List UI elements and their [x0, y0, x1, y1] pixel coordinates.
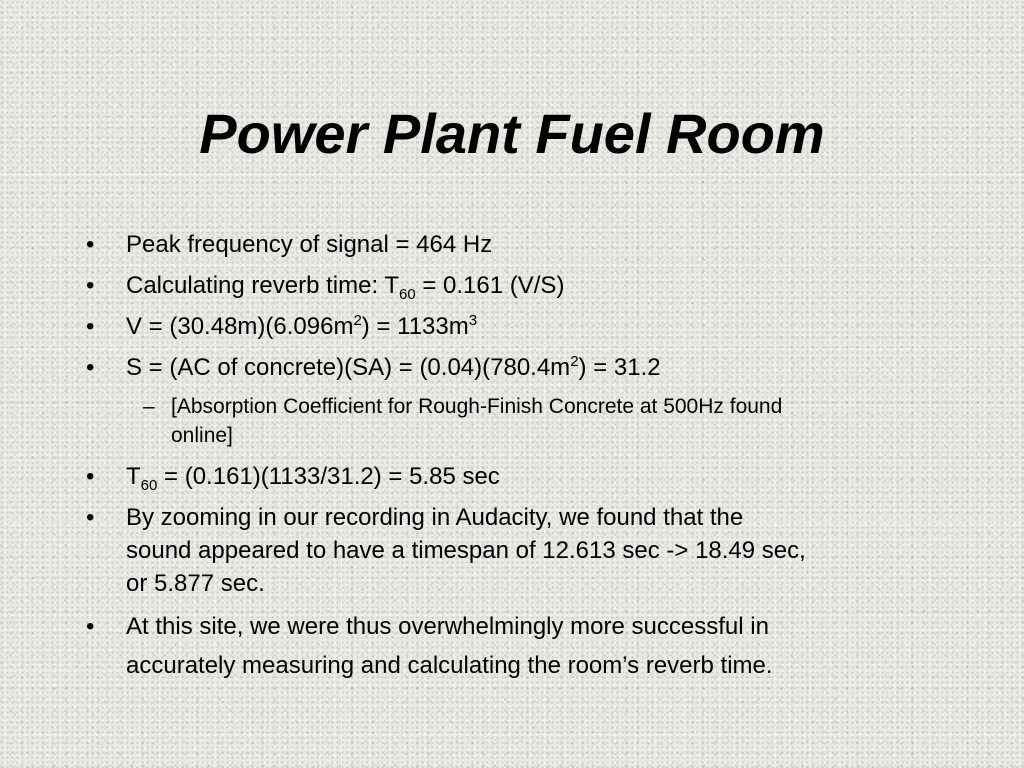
bullet-marker: • — [86, 272, 95, 299]
sub-bullet-marker: – — [143, 395, 155, 418]
bullet-marker: • — [86, 231, 95, 258]
bullet-marker: • — [86, 313, 95, 340]
superscript: 2 — [570, 353, 579, 370]
sub-bullet-text: online] — [171, 424, 233, 447]
bullet-audacity-line-2 — [126, 534, 806, 568]
bullet-peak-frequency — [126, 228, 492, 262]
bullet-surface-absorption — [126, 351, 661, 388]
bullet-reverb-formula — [126, 269, 564, 306]
bullet-t60-result — [126, 460, 500, 497]
sub-bullet-absorption-note-cont — [171, 421, 233, 451]
bullet-audacity-line-1 — [126, 501, 743, 535]
bullet-text: Peak frequency of signal = 464 Hz — [126, 231, 493, 258]
bullet-audacity-line-3 — [126, 567, 265, 601]
bullet-text: = 0.161 (V/S) — [415, 272, 565, 299]
bullet-conclusion-line-1 — [126, 610, 769, 644]
bullet-marker: • — [86, 504, 95, 531]
bullet-marker: • — [86, 354, 95, 381]
superscript: 3 — [468, 312, 478, 329]
bullet-text: = (0.161)(1133/31.2) = 5.85 sec — [157, 463, 500, 490]
bullet-marker: • — [86, 463, 95, 490]
sub-bullet-text: [Absorption Coefficient for Rough-Finish Concrete at 500Hz found — [171, 395, 783, 418]
bullet-text: T — [126, 463, 141, 490]
bullet-text: Calculating reverb time: T — [126, 272, 399, 299]
bullet-text: S = (AC of concrete)(SA) = (0.04)(780.4m — [126, 354, 571, 381]
slide-title: Power Plant Fuel Room — [199, 102, 825, 165]
bullet-conclusion-line-2 — [126, 649, 773, 683]
bullet-text: sound appeared to have a timespan of 12.613 sec -> 18.49 sec, — [126, 537, 806, 564]
bullet-text: At this site, we were thus overwhelmingly more successful in — [126, 613, 769, 640]
bullet-volume — [126, 310, 477, 347]
bullet-text: By zooming in our recording in Audacity, we found that the — [126, 504, 744, 531]
bullet-text: ) = 1133m — [361, 313, 469, 340]
bullet-text: or 5.877 sec. — [126, 570, 265, 597]
bullet-text: accurately measuring and calculating the room’s reverb time. — [126, 652, 773, 679]
subscript: 60 — [140, 477, 158, 494]
superscript: 2 — [353, 312, 362, 329]
bullet-marker: • — [86, 613, 95, 640]
bullet-text: ) = 31.2 — [578, 354, 661, 381]
subscript: 60 — [399, 286, 416, 303]
sub-bullet-absorption-note — [171, 392, 782, 422]
bullet-text: V = (30.48m)(6.096m — [126, 313, 354, 340]
